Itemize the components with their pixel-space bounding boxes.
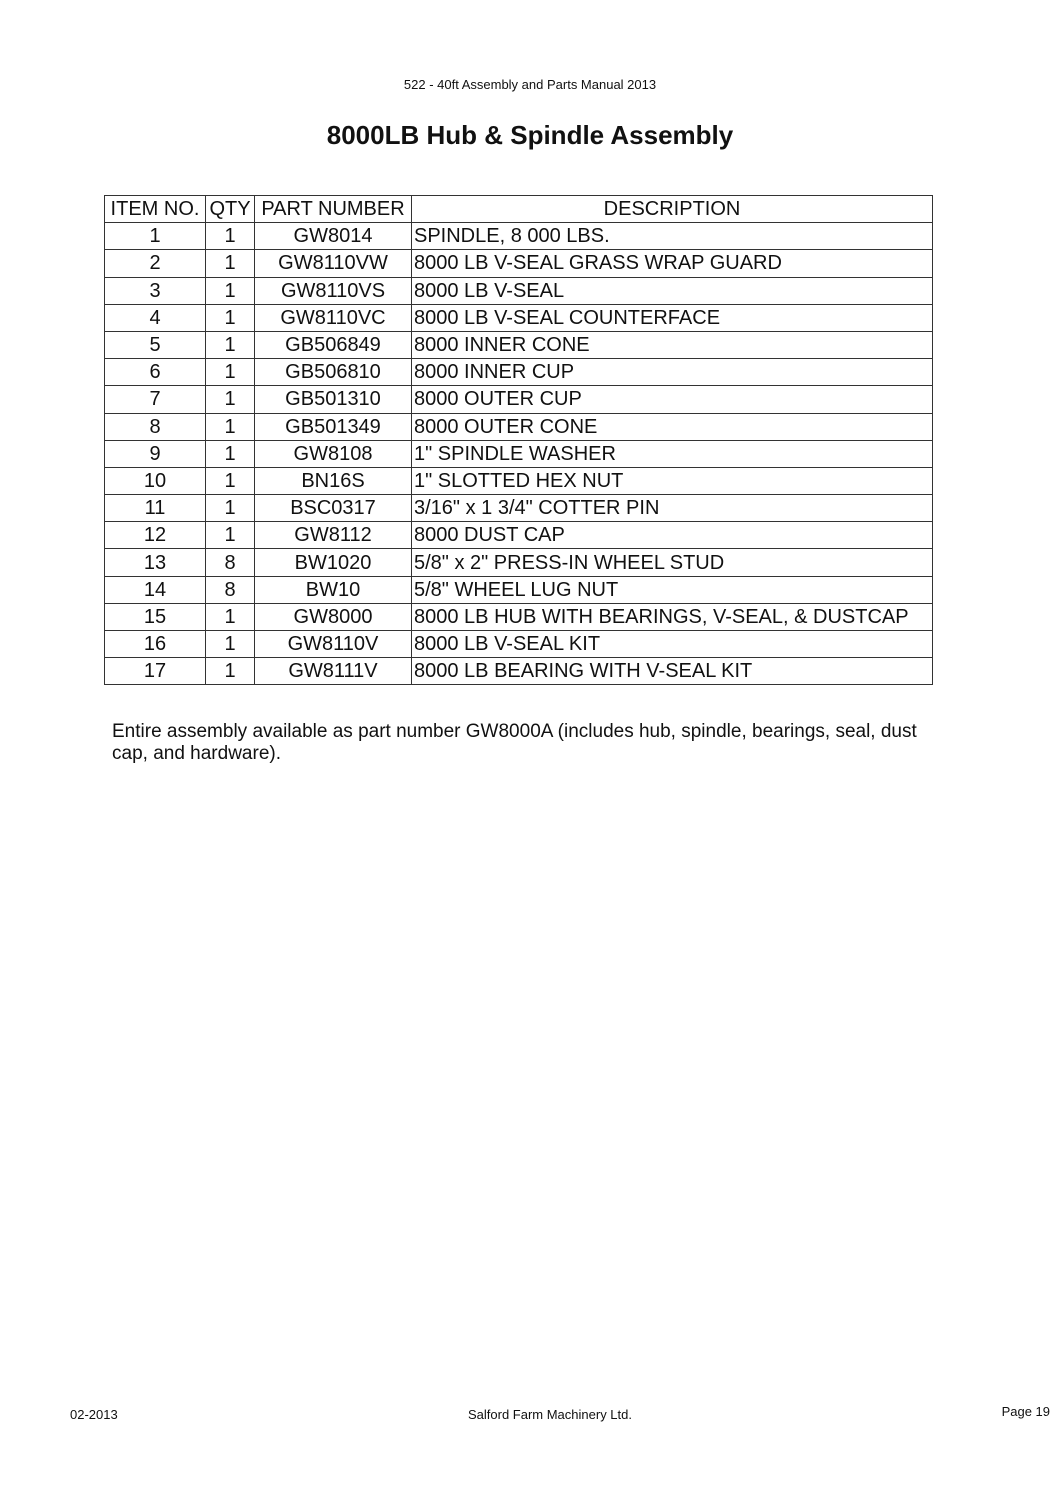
description-cell: 5/8" WHEEL LUG NUT: [412, 576, 933, 603]
column-header-item-no: ITEM NO.: [105, 196, 206, 223]
description-cell: 8000 LB V-SEAL: [412, 277, 933, 304]
item-number-cell: 17: [105, 658, 206, 685]
description-cell: 8000 LB V-SEAL GRASS WRAP GUARD: [412, 250, 933, 277]
table-row: [105, 331, 933, 358]
page-number: Page 19: [1001, 1404, 1050, 1419]
column-header-description: DESCRIPTION: [412, 196, 933, 223]
description-cell: SPINDLE, 8 000 LBS.: [412, 223, 933, 250]
item-number-cell: 9: [105, 440, 206, 467]
description-cell: 8000 LB HUB WITH BEARINGS, V-SEAL, & DUSTCAP: [412, 603, 933, 630]
item-number-cell: 5: [105, 331, 206, 358]
part-number-cell: BSC0317: [255, 495, 412, 522]
part-number-cell: BW10: [255, 576, 412, 603]
table-row: [105, 549, 933, 576]
part-number-cell: GW8110V: [255, 631, 412, 658]
qty-cell: 8: [206, 576, 255, 603]
part-number-cell: GW8000: [255, 603, 412, 630]
item-number-cell: 10: [105, 467, 206, 494]
table-row: [105, 603, 933, 630]
part-number-cell: GB506849: [255, 331, 412, 358]
qty-cell: 1: [206, 440, 255, 467]
item-number-cell: 4: [105, 304, 206, 331]
description-cell: 1" SPINDLE WASHER: [412, 440, 933, 467]
part-number-cell: GW8110VS: [255, 277, 412, 304]
table-row: [105, 467, 933, 494]
description-cell: 8000 INNER CONE: [412, 331, 933, 358]
part-number-cell: GW8111V: [255, 658, 412, 685]
table-row: [105, 304, 933, 331]
qty-cell: 1: [206, 467, 255, 494]
item-number-cell: 13: [105, 549, 206, 576]
part-number-cell: GW8112: [255, 522, 412, 549]
assembly-note: Entire assembly available as part number GW8000A (includes hub, spindle, bearings, seal, dust cap, and hardware).: [112, 721, 917, 764]
table-row: [105, 440, 933, 467]
description-cell: 8000 LB V-SEAL COUNTERFACE: [412, 304, 933, 331]
item-number-cell: 16: [105, 631, 206, 658]
page-title: 8000LB Hub & Spindle Assembly: [326, 120, 734, 150]
footer-company: Salford Farm Machinery Ltd.: [467, 1407, 632, 1422]
table-row: [105, 386, 933, 413]
table-row: [105, 277, 933, 304]
table-row: [105, 250, 933, 277]
qty-cell: 1: [206, 277, 255, 304]
qty-cell: 1: [206, 331, 255, 358]
item-number-cell: 3: [105, 277, 206, 304]
qty-cell: 1: [206, 223, 255, 250]
item-number-cell: 2: [105, 250, 206, 277]
part-number-cell: GB501310: [255, 386, 412, 413]
description-cell: 8000 INNER CUP: [412, 359, 933, 386]
table-row: [105, 359, 933, 386]
qty-cell: 1: [206, 413, 255, 440]
qty-cell: 1: [206, 522, 255, 549]
description-cell: 8000 LB BEARING WITH V-SEAL KIT: [412, 658, 933, 685]
part-number-cell: GB506810: [255, 359, 412, 386]
qty-cell: 8: [206, 549, 255, 576]
qty-cell: 1: [206, 250, 255, 277]
description-cell: 8000 DUST CAP: [412, 522, 933, 549]
parts-table-body: [105, 223, 933, 685]
item-number-cell: 11: [105, 495, 206, 522]
table-row: [105, 413, 933, 440]
running-header: 522 - 40ft Assembly and Parts Manual 2013: [403, 77, 657, 92]
part-number-cell: GW8110VC: [255, 304, 412, 331]
column-header-part-number: PART NUMBER: [255, 196, 412, 223]
description-cell: 8000 LB V-SEAL KIT: [412, 631, 933, 658]
qty-cell: 1: [206, 603, 255, 630]
part-number-cell: GB501349: [255, 413, 412, 440]
table-header-row: [105, 196, 933, 223]
table-row: [105, 631, 933, 658]
table-row: [105, 576, 933, 603]
qty-cell: 1: [206, 304, 255, 331]
qty-cell: 1: [206, 359, 255, 386]
part-number-cell: GW8110VW: [255, 250, 412, 277]
table-row: [105, 495, 933, 522]
column-header-qty: QTY: [206, 196, 255, 223]
description-cell: 8000 OUTER CUP: [412, 386, 933, 413]
description-cell: 5/8" x 2" PRESS-IN WHEEL STUD: [412, 549, 933, 576]
qty-cell: 1: [206, 631, 255, 658]
item-number-cell: 7: [105, 386, 206, 413]
item-number-cell: 14: [105, 576, 206, 603]
description-cell: 8000 OUTER CONE: [412, 413, 933, 440]
parts-table: [104, 195, 933, 685]
item-number-cell: 1: [105, 223, 206, 250]
item-number-cell: 6: [105, 359, 206, 386]
item-number-cell: 15: [105, 603, 206, 630]
item-number-cell: 8: [105, 413, 206, 440]
description-cell: 3/16" x 1 3/4" COTTER PIN: [412, 495, 933, 522]
footer-date: 02-2013: [70, 1407, 118, 1422]
description-cell: 1" SLOTTED HEX NUT: [412, 467, 933, 494]
part-number-cell: BW1020: [255, 549, 412, 576]
part-number-cell: BN16S: [255, 467, 412, 494]
table-row: [105, 223, 933, 250]
table-row: [105, 522, 933, 549]
qty-cell: 1: [206, 386, 255, 413]
qty-cell: 1: [206, 495, 255, 522]
table-row: [105, 658, 933, 685]
part-number-cell: GW8014: [255, 223, 412, 250]
item-number-cell: 12: [105, 522, 206, 549]
part-number-cell: GW8108: [255, 440, 412, 467]
qty-cell: 1: [206, 658, 255, 685]
